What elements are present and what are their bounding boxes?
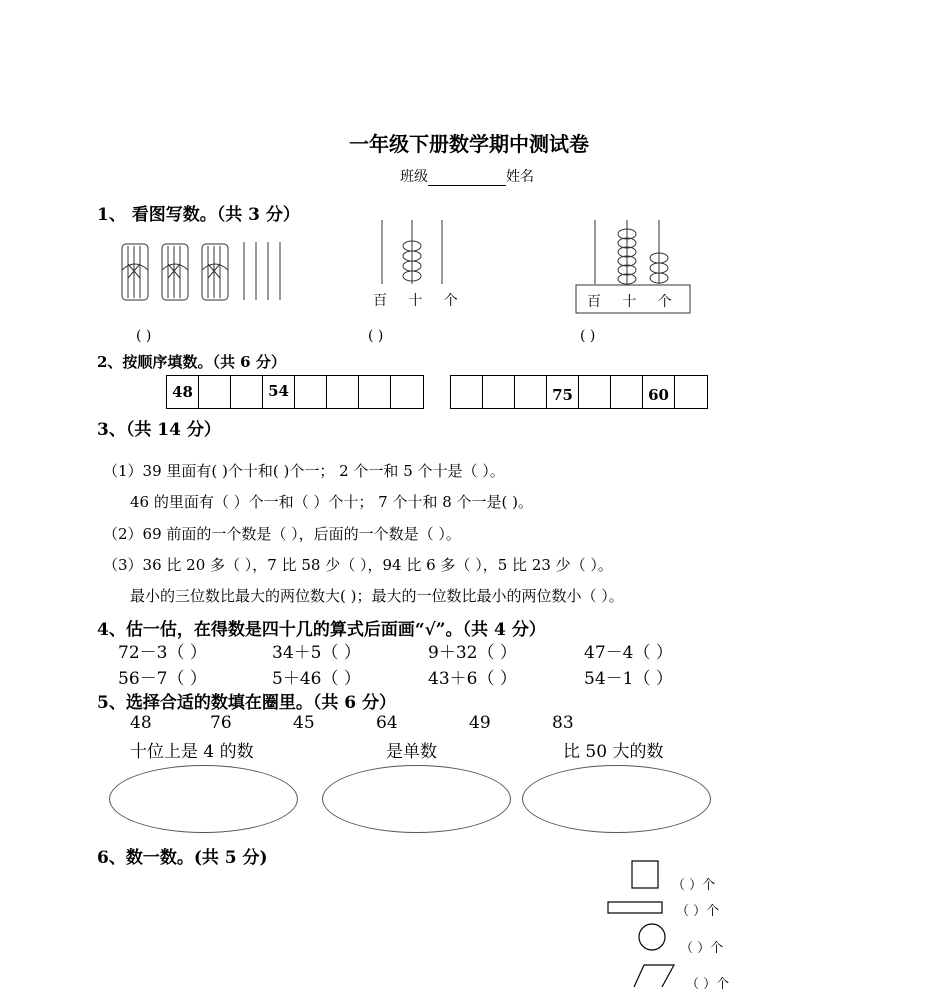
seq-cell[interactable]: 75 — [547, 376, 579, 408]
seq-cell[interactable] — [391, 376, 423, 408]
q4-item: 9＋32（ ） — [428, 643, 517, 663]
class-label: 班级 — [400, 169, 428, 185]
q5-number: 48 — [130, 713, 152, 733]
seq-cell[interactable] — [451, 376, 483, 408]
q5-circle-3[interactable] — [522, 765, 711, 833]
seq-cell[interactable] — [675, 376, 707, 408]
q1-answer-3[interactable]: ( ) — [580, 328, 596, 344]
q5-category: 是单数 — [386, 742, 437, 762]
q5-number: 83 — [552, 713, 574, 733]
seq-cell[interactable] — [231, 376, 263, 408]
q4-heading: 4、估一估，在得数是四十几的算式后面画“√”。（共 4 分） — [97, 620, 546, 640]
class-name-line — [400, 166, 534, 186]
seq-cell[interactable]: 54 — [263, 376, 295, 408]
q1-answer-2[interactable]: ( ) — [368, 328, 384, 344]
seq-cell[interactable] — [327, 376, 359, 408]
q5-number: 49 — [469, 713, 491, 733]
class-blank[interactable] — [428, 171, 506, 186]
q1-answer-1[interactable]: ( ) — [136, 328, 152, 344]
parallelogram-icon — [634, 965, 674, 987]
seq-cell[interactable] — [483, 376, 515, 408]
stick-bundle-3 — [202, 244, 228, 300]
q6-count-circle[interactable]: （ ）个 — [680, 941, 724, 956]
q4-item: 43＋6（ ） — [428, 669, 517, 689]
bundled-sticks-picture — [110, 232, 300, 307]
name-label: 姓名 — [506, 169, 534, 185]
seq-cell[interactable] — [359, 376, 391, 408]
abacus-1-labels: 百 十 个 — [373, 293, 460, 309]
abacus-1 — [370, 218, 460, 288]
circle-icon — [639, 924, 665, 950]
q4-item: 34＋5（ ） — [272, 643, 361, 663]
q2-sequence-row-1 — [166, 375, 424, 409]
seq-cell[interactable] — [611, 376, 643, 408]
seq-cell[interactable] — [295, 376, 327, 408]
q3-line-3: （2）69 前面的一个数是（ ），后面的一个数是（ ）。 — [103, 525, 461, 543]
seq-cell[interactable] — [515, 376, 547, 408]
seq-cell[interactable]: 60 — [643, 376, 675, 408]
stick-bundle-2 — [162, 244, 188, 300]
q6-shapes — [600, 855, 680, 987]
q6-heading: 6、数一数。(共 5 分) — [97, 848, 268, 868]
q6-count-parallelogram[interactable]: （ ）个 — [686, 977, 730, 992]
q3-line-5: 最小的三位数比最大的两位数大( )；最大的一位数比最小的两位数小（ ）。 — [130, 587, 624, 605]
q5-number: 45 — [293, 713, 315, 733]
q4-item: 47－4（ ） — [584, 643, 673, 663]
q5-circle-1[interactable] — [109, 765, 298, 833]
q6-count-rectangle[interactable]: （ ）个 — [676, 904, 720, 919]
seq-cell[interactable] — [579, 376, 611, 408]
q2-sequence-row-2 — [450, 375, 708, 409]
seq-cell[interactable]: 48 — [167, 376, 199, 408]
q2-heading: 2、按顺序填数。（共 6 分） — [97, 353, 286, 371]
q5-heading: 5、选择合适的数填在圈里。（共 6 分） — [97, 693, 396, 713]
q3-heading: 3、（共 14 分） — [97, 420, 221, 440]
q5-category: 比 50 大的数 — [563, 742, 664, 762]
page-title: 一年级下册数学期中测试卷 — [349, 132, 589, 156]
q5-category: 十位上是 4 的数 — [130, 742, 254, 762]
q5-number: 64 — [376, 713, 398, 733]
q4-item: 56－7（ ） — [118, 669, 207, 689]
q1-heading: 1、 看图写数。（共 3 分） — [97, 205, 300, 225]
rectangle-icon — [608, 902, 662, 913]
q5-number: 76 — [210, 713, 232, 733]
q4-item: 5＋46（ ） — [272, 669, 361, 689]
q3-line-1: （1）39 里面有( )个十和( )个一； 2 个一和 5 个十是（ ）。 — [103, 462, 505, 480]
stick-bundle-1 — [122, 244, 148, 300]
seq-cell[interactable] — [199, 376, 231, 408]
square-icon — [632, 861, 658, 888]
q3-line-2: 46 的里面有（ ）个一和（ ）个十； 7 个十和 8 个一是( )。 — [130, 493, 534, 511]
q5-circle-2[interactable] — [322, 765, 511, 833]
abacus-2-labels: 百 十 个 — [587, 294, 674, 310]
q4-item: 72－3（ ） — [118, 643, 207, 663]
q3-line-4: （3）36 比 20 多（ ），7 比 58 少（ ），94 比 6 多（ ），5 比 23 少（ ）。 — [103, 556, 613, 574]
q4-item: 54－1（ ） — [584, 669, 673, 689]
q6-count-square[interactable]: （ ）个 — [672, 878, 716, 893]
